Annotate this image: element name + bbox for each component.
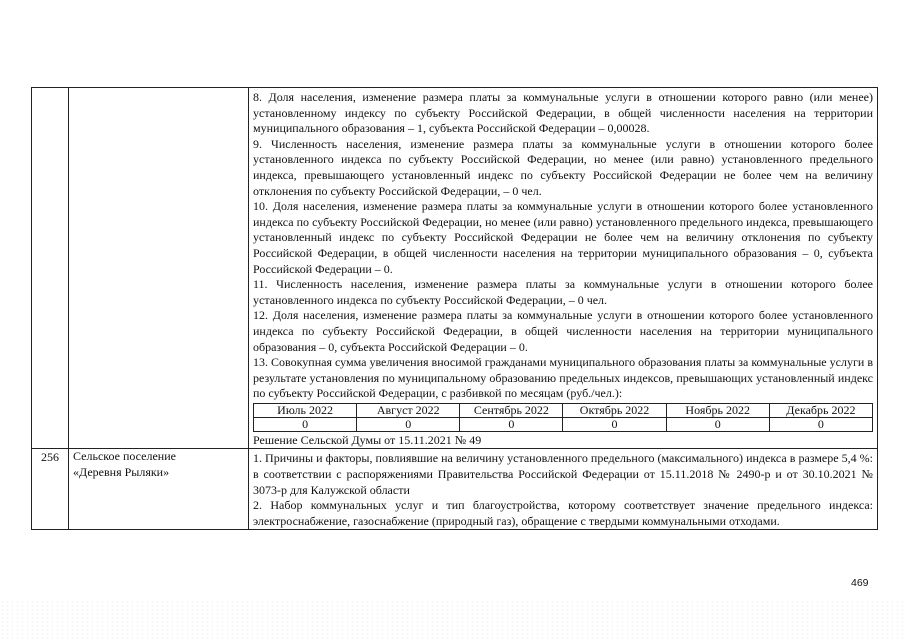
description-cell: [249, 88, 878, 449]
monthly-payment-table: [253, 403, 873, 432]
paragraph-8: 8. Доля населения, изменение размера платы за коммунальные услуги в отношении которого равно (или менее) установленному индексу по субъекту Российской Федерации, в общей численности населения на территории муниципального образования – 1, субъекта Российской Федерации – 0,00028.: [253, 90, 873, 136]
month-value: 0: [460, 417, 563, 431]
paragraph-12: 12. Доля населения, изменение размера платы за коммунальные услуги в отношении которого более установленного индекса по субъекту Российской Федерации, в общей численности населения на территории муниципального образования – 0, субъекта Российской Федерации – 0.: [253, 308, 873, 354]
settlement-cell-empty: [69, 88, 249, 449]
month-header-row: [254, 403, 873, 417]
month-value: 0: [666, 417, 769, 431]
row-number-cell-empty: [32, 88, 69, 449]
table-row: [32, 449, 878, 530]
paragraph-9: 9. Численность населения, изменение размера платы за коммунальные услуги в отношении которого более установленного индекса по субъекту Российской Федерации, но менее (или равно) установленного предельного индекса, превышающего установленный индекс по субъекту Российской Федерации не более чем на величину отклонения по субъекту Российской Федерации, – 0 чел.: [253, 136, 873, 198]
scan-noise: [0, 600, 905, 639]
month-value: 0: [357, 417, 460, 431]
paragraph-13: 13. Совокупная сумма увеличения вносимой гражданами муниципального образования платы за коммунальные услуги в результате установления по муниципальному образованию предельных индексов, превышающих установленный индекс по субъекту Российской Федерации, с разбивкой по месяцам (руб./чел.):: [253, 355, 873, 401]
settlement-name-cell: [69, 449, 249, 530]
month-header: Июль 2022: [254, 403, 357, 417]
settlement-type: Сельское поселение: [73, 449, 176, 464]
description-cell: [249, 449, 878, 530]
month-value: 0: [563, 417, 666, 431]
month-value: 0: [254, 417, 357, 431]
decision-text: Решение Сельской Думы от 15.11.2021 № 49: [253, 432, 482, 447]
main-table: [31, 87, 878, 530]
row-number: 256: [32, 449, 69, 530]
month-value-row: [254, 417, 873, 431]
month-header: Ноябрь 2022: [666, 403, 769, 417]
month-header: Август 2022: [357, 403, 460, 417]
paragraph-10: 10. Доля населения, изменение размера платы за коммунальные услуги в отношении которого более установленного индекса по субъекту Российской Федерации, но менее (или равно) установленного предельного индекса, превышающего установленный индекс по субъекту Российской Федерации не более чем на величину отклонения по субъекту Российской Федерации, в общей численности населения на территории муниципального образования – 0, субъекта Российской Федерации – 0.: [253, 199, 873, 276]
settlement-name: «Деревня Рыляки»: [73, 465, 170, 480]
page-number: 469: [851, 577, 869, 589]
paragraph-2: 2. Набор коммунальных услуг и тип благоустройства, которому соответствует значение предельного индекса: электроснабжение, газоснабжение (природный газ), обращение с твердыми коммунальными отходами.: [253, 498, 873, 528]
paragraph-11: 11. Численность населения, изменение размера платы за коммунальные услуги в отношении которого более установленного индекса по субъекту Российской Федерации, – 0 чел.: [253, 277, 873, 307]
table-row: [32, 88, 878, 449]
paragraph-1: 1. Причины и факторы, повлиявшие на величину установленного предельного (максимального) индекса в размере 5,4 %: в соответствии с распоряжениями Правительства Российской Федерации от 15.11.2018 № 2490-р и от 30.10.2021 № 3073-р для Калужской области: [253, 451, 873, 497]
month-header: Декабрь 2022: [769, 403, 872, 417]
month-header: Октябрь 2022: [563, 403, 666, 417]
month-value: 0: [769, 417, 872, 431]
month-header: Сентябрь 2022: [460, 403, 563, 417]
